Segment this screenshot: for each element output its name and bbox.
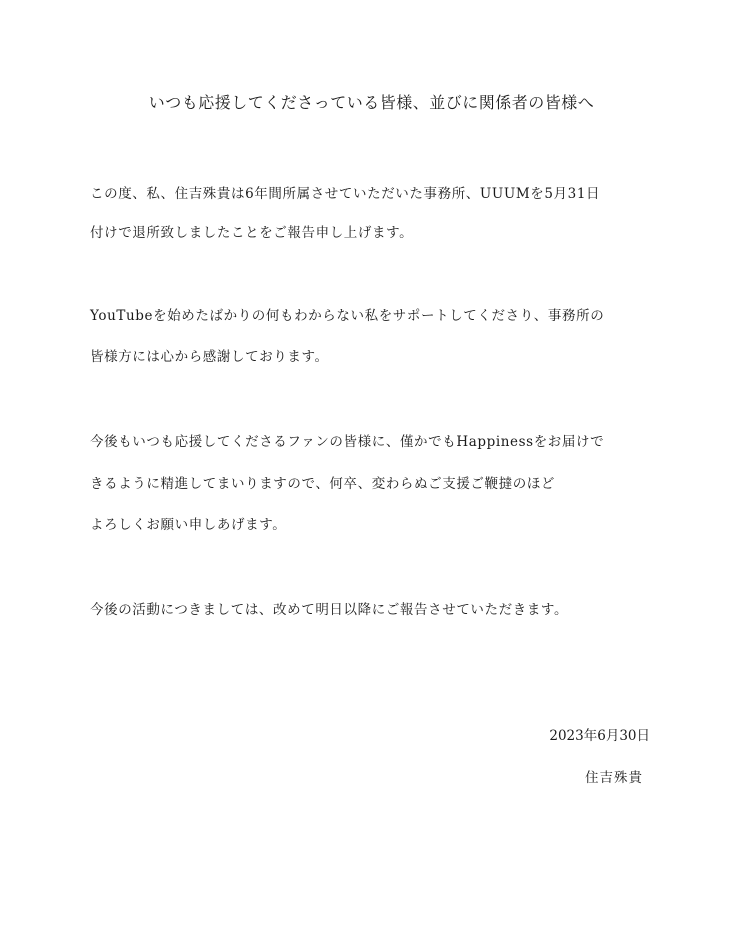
paragraph-3-line-3: よろしくお願い申しあげます。	[90, 517, 287, 533]
paragraph-1-line-2: 付けで退所致しましたことをご報告申し上げます。	[90, 225, 414, 241]
paragraph-3-line-1: 今後もいつも応援してくださるファンの皆様に、僅かでもHappinessをお届けで	[90, 434, 605, 450]
paragraph-2-line-1: YouTubeを始めたばかりの何もわからない私をサポートしてくださり、事務所の	[90, 308, 605, 324]
letter-title: いつも応援してくださっている皆様、並びに関係者の皆様へ	[148, 93, 595, 112]
paragraph-2-line-2: 皆様方には心から感謝しております。	[90, 349, 329, 365]
paragraph-3-line-2: きるように精進してまいりますので、何卒、変わらぬご支援ご鞭撻のほど	[90, 476, 556, 492]
letter-signature: 住吉殊貴	[585, 770, 643, 786]
paragraph-4-line-1: 今後の活動につきましては、改めて明日以降にご報告させていただきます。	[90, 602, 569, 618]
letter-date: 2023年6月30日	[549, 728, 650, 744]
paragraph-1-line-1: この度、私、住吉殊貴は6年間所属させていただいた事務所、UUUMを5月31日	[90, 186, 601, 202]
